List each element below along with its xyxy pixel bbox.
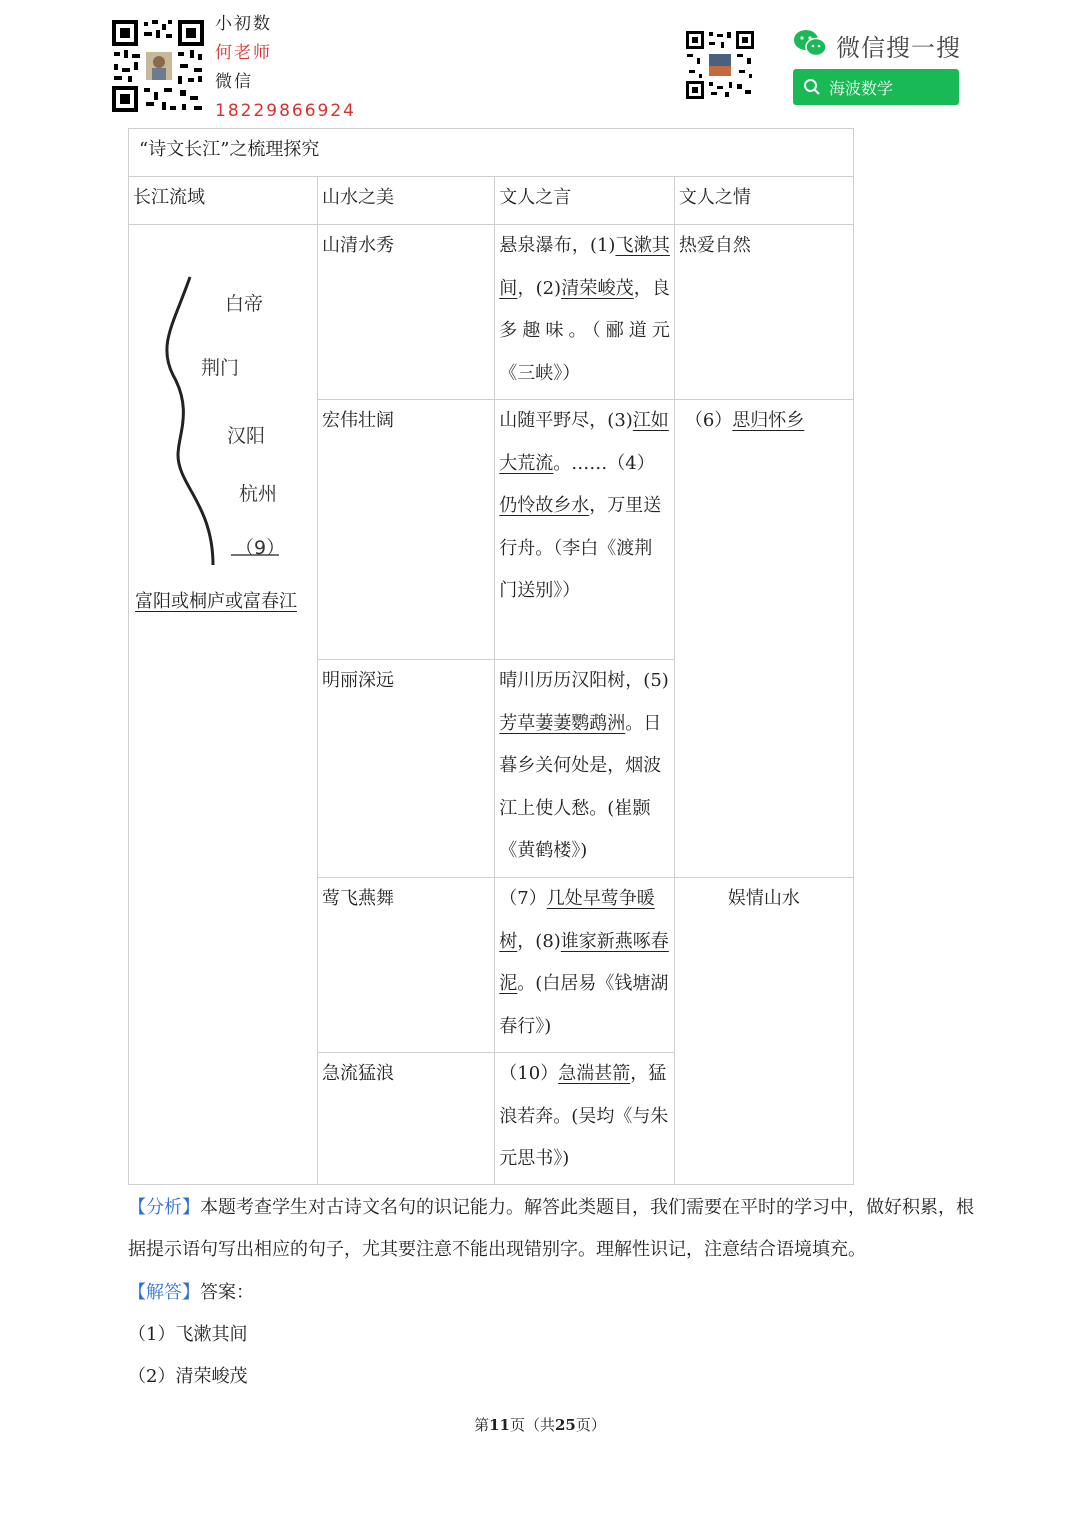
river-label-blank: （9） [235,537,286,559]
header-cell: 长江流域 [129,177,318,225]
footer-mid: 页（共 [509,1416,555,1434]
answer-text: 答案： [200,1282,254,1303]
quote-cell [495,878,675,1053]
wechat-search-label: 海波数学 [829,78,894,98]
poetry-table [128,128,854,1185]
contact-line1: 小初数 [215,14,272,34]
answer-paragraph [128,1272,978,1314]
wechat-search-button[interactable] [793,69,959,105]
quote-text: ，良多趣味。（郦道元《三峡》） [499,277,670,384]
quote-cell [495,400,675,660]
emotion-cell: 热爱自然 [674,225,853,400]
quote-text: ，(8) [517,930,561,952]
beauty-cell: 宏伟壮阔 [318,400,495,660]
wechat-logo-icon [793,28,827,58]
quote-text: 山随平野尽，(3) [499,410,633,431]
quote-text: ，猛浪若奔。(吴均《与朱元思书》) [499,1063,669,1169]
answer-item: （1）飞漱其间 [128,1324,248,1345]
quote-cell [495,660,675,878]
quote-cell [495,225,675,400]
contact-wechat: 微信 [215,72,253,92]
answer-blank: 仍怜故乡水 [499,495,590,516]
footer-page-number: 11 [489,1416,510,1434]
river-label-baidi: 白帝 [225,293,264,315]
beauty-cell: 急流猛浪 [318,1053,495,1185]
answer-tag: 【解答】 [128,1282,200,1303]
emotion-cell [674,400,853,878]
emotion-answer: 思归怀乡 [732,410,805,431]
footer-total-pages: 25 [555,1416,576,1434]
river-line-icon [133,225,313,585]
answer-item: （2）清荣峻茂 [128,1366,248,1387]
contact-phone: 18229866924 [215,101,356,121]
answer-blank: 江如大荒流 [499,410,669,474]
quote-text: 晴川历历汉阳树，(5) [499,670,669,691]
river-label-jingmen: 荆门 [201,357,240,379]
analysis-tag: 【分析】 [128,1197,200,1218]
contact-info [215,10,356,126]
river-label-hangzhou: 杭州 [239,483,278,505]
river-diagram-cell [129,225,318,1185]
contact-teacher: 何老师 [215,43,272,63]
beauty-cell: 明丽深远 [318,660,495,878]
page-footer [0,1414,1080,1435]
answer-blank: 清荣峻茂 [561,277,634,299]
wechat-search-title: 微信搜一搜 [836,34,961,62]
quote-cell [495,1053,675,1185]
emotion-cell: 娱情山水 [674,878,853,1185]
quote-text: （7） [499,888,547,909]
header-cell: 文人之情 [674,177,853,225]
quote-text: 。日暮乡关何处是，烟波江上使人愁。(崔颢《黄鹤楼》) [499,712,662,861]
quote-text: 。(白居易《钱塘湖春行》) [499,973,669,1037]
answer-blank: 几处早莺争暖树 [499,888,655,952]
qr-code-secondary [685,30,755,100]
analysis-text: 本题考查学生对古诗文名句的识记能力。解答此类题目，我们需要在平时的学习中，做好积累，根据提示语句写出相应的句子，尤其要注意不能出现错别字。理解性识记，注意结合语境填充。 [128,1197,974,1260]
beauty-cell: 山清水秀 [318,225,495,400]
table-caption [129,129,854,177]
header-cell: 文人之言 [495,177,675,225]
quote-text: （10） [499,1063,559,1084]
river-diagram [133,225,313,645]
answer-blank: 飞漱其间 [499,235,670,299]
footer-prefix: 第 [474,1416,490,1434]
river-label-hanyang: 汉阳 [227,425,266,447]
emotion-prefix: （6） [684,410,733,431]
quote-text: ，万里送行舟。（李白《渡荆门送别》） [499,495,662,601]
quote-text: 。……（4） [553,452,655,474]
quote-text: 悬泉瀑布，(1) [499,235,616,256]
answer-blank: 谁家新燕啄春泥 [499,930,669,994]
beauty-cell: 莺飞燕舞 [318,878,495,1053]
header-cell: 山水之美 [318,177,495,225]
qr-code [110,18,206,114]
answer-blank: 急湍甚箭 [558,1063,631,1084]
table-caption-text: “诗文长江”之梳理探究 [139,139,320,160]
river-answer: 富阳或桐庐或富春江 [135,591,297,612]
search-icon [803,78,821,96]
footer-suffix: 页） [575,1416,606,1434]
answer-blank: 芳草萋萋鹦鹉洲 [499,712,626,734]
analysis-paragraph [128,1187,978,1271]
quote-text: ，(2) [517,277,562,299]
